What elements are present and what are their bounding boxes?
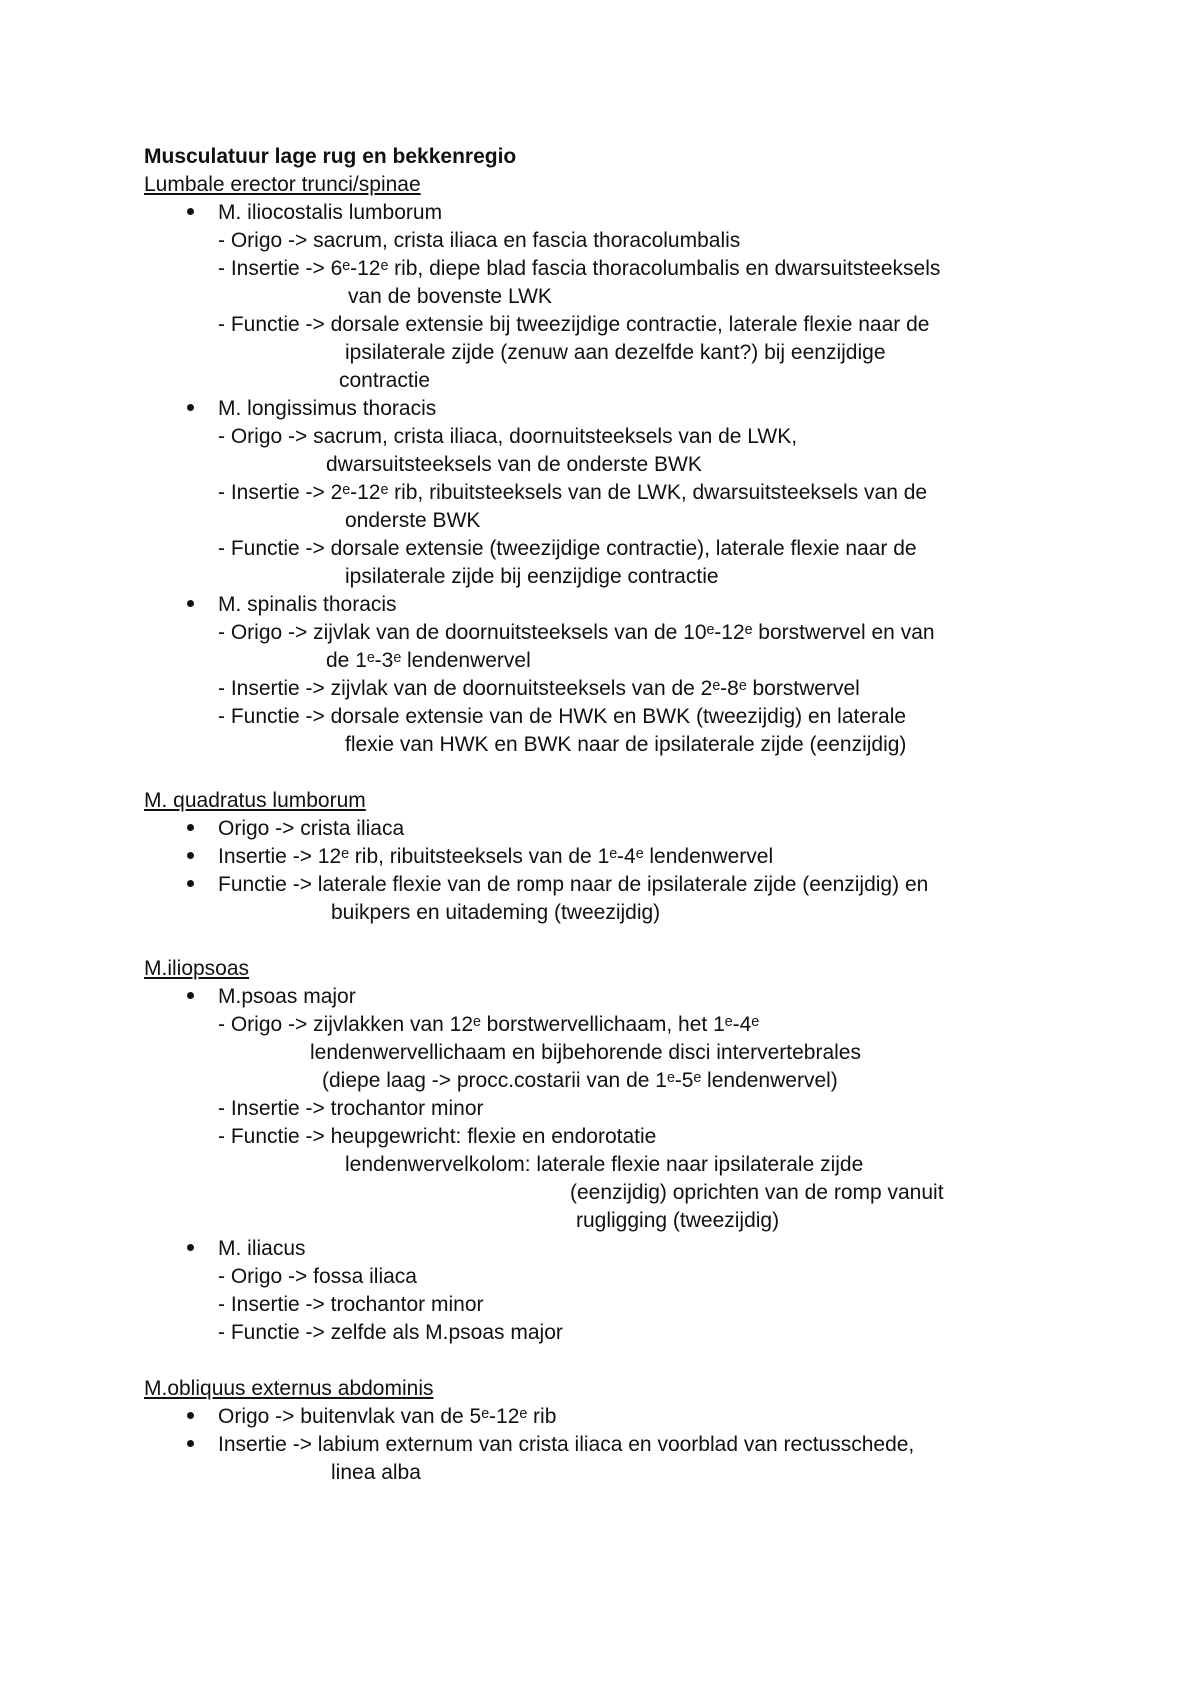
list-item: Insertie -> 12ᵉ rib, ribuitsteeksels van de 1ᵉ-4ᵉ lendenwervel (218, 845, 774, 868)
detail-line: de 1ᵉ-3ᵉ lendenwervel (326, 649, 531, 672)
list-item: Origo -> crista iliaca (218, 817, 405, 840)
detail-line: onderste BWK (345, 509, 481, 532)
muscle-name: M.psoas major (218, 985, 356, 1008)
detail-line: lendenwervelkolom: laterale flexie naar ipsilaterale zijde (345, 1153, 864, 1176)
bullet-icon (187, 1244, 194, 1251)
bullet-icon (187, 600, 194, 607)
detail-line: - Origo -> sacrum, crista iliaca, doornuitsteeksels van de LWK, (218, 425, 798, 448)
list-item: Insertie -> labium externum van crista iliaca en voorblad van rectusschede, (218, 1433, 915, 1456)
bullet-icon (187, 208, 194, 215)
detail-line: - Functie -> zelfde als M.psoas major (218, 1321, 563, 1344)
detail-line: ipsilaterale zijde bij eenzijdige contractie (345, 565, 719, 588)
page-title: Musculatuur lage rug en bekkenregio (144, 145, 517, 168)
detail-line: - Functie -> heupgewricht: flexie en endorotatie (218, 1125, 657, 1148)
muscle-name: M. spinalis thoracis (218, 593, 397, 616)
detail-line: ipsilaterale zijde (zenuw aan dezelfde kant?) bij eenzijdige (345, 341, 886, 364)
section-heading: Lumbale erector trunci/spinae (144, 173, 421, 196)
detail-line: (eenzijdig) oprichten van de romp vanuit (570, 1181, 944, 1204)
detail-line: contractie (339, 369, 431, 392)
list-item: Origo -> buitenvlak van de 5ᵉ-12ᵉ rib (218, 1405, 557, 1428)
section-heading: M. quadratus lumborum (144, 789, 366, 812)
detail-line: linea alba (331, 1461, 421, 1484)
muscle-name: M. longissimus thoracis (218, 397, 437, 420)
bullet-icon (187, 824, 194, 831)
list-item: Functie -> laterale flexie van de romp naar de ipsilaterale zijde (eenzijdig) en (218, 873, 929, 896)
detail-line: - Insertie -> zijvlak van de doornuitsteeksels van de 2ᵉ-8ᵉ borstwervel (218, 677, 860, 700)
section-heading: M.iliopsoas (144, 957, 250, 980)
bullet-icon (187, 1440, 194, 1447)
detail-line: - Functie -> dorsale extensie van de HWK en BWK (tweezijdig) en laterale (218, 705, 907, 728)
detail-line: flexie van HWK en BWK naar de ipsilaterale zijde (eenzijdig) (345, 733, 907, 756)
detail-line: - Functie -> dorsale extensie (tweezijdige contractie), laterale flexie naar de (218, 537, 917, 560)
detail-line: van de bovenste LWK (348, 285, 552, 308)
detail-line: - Origo -> zijvlak van de doornuitsteeksels van de 10ᵉ-12ᵉ borstwervel en van (218, 621, 935, 644)
detail-line: - Insertie -> trochantor minor (218, 1293, 484, 1316)
bullet-icon (187, 1412, 194, 1419)
detail-line: dwarsuitsteeksels van de onderste BWK (326, 453, 702, 476)
muscle-name: M. iliacus (218, 1237, 306, 1260)
bullet-icon (187, 880, 194, 887)
section-heading: M.obliquus externus abdominis (144, 1377, 434, 1400)
bullet-icon (187, 404, 194, 411)
bullet-icon (187, 992, 194, 999)
detail-line: - Insertie -> 2ᵉ-12ᵉ rib, ribuitsteeksels van de LWK, dwarsuitsteeksels van de (218, 481, 928, 504)
detail-line: - Origo -> sacrum, crista iliaca en fascia thoracolumbalis (218, 229, 741, 252)
bullet-icon (187, 852, 194, 859)
detail-line: - Origo -> zijvlakken van 12ᵉ borstwervellichaam, het 1ᵉ-4ᵉ (218, 1013, 760, 1036)
detail-line: buikpers en uitademing (tweezijdig) (331, 901, 661, 924)
detail-line: - Origo -> fossa iliaca (218, 1265, 417, 1288)
detail-line: (diepe laag -> procc.costarii van de 1ᵉ-5ᵉ lendenwervel) (322, 1069, 838, 1092)
detail-line: lendenwervellichaam en bijbehorende disci intervertebrales (310, 1041, 861, 1064)
detail-line: - Insertie -> trochantor minor (218, 1097, 484, 1120)
muscle-name: M. iliocostalis lumborum (218, 201, 443, 224)
detail-line: - Insertie -> 6ᵉ-12ᵉ rib, diepe blad fascia thoracolumbalis en dwarsuitsteeksels (218, 257, 941, 280)
detail-line: - Functie -> dorsale extensie bij tweezijdige contractie, laterale flexie naar de (218, 313, 930, 336)
detail-line: rugligging (tweezijdig) (576, 1209, 780, 1232)
